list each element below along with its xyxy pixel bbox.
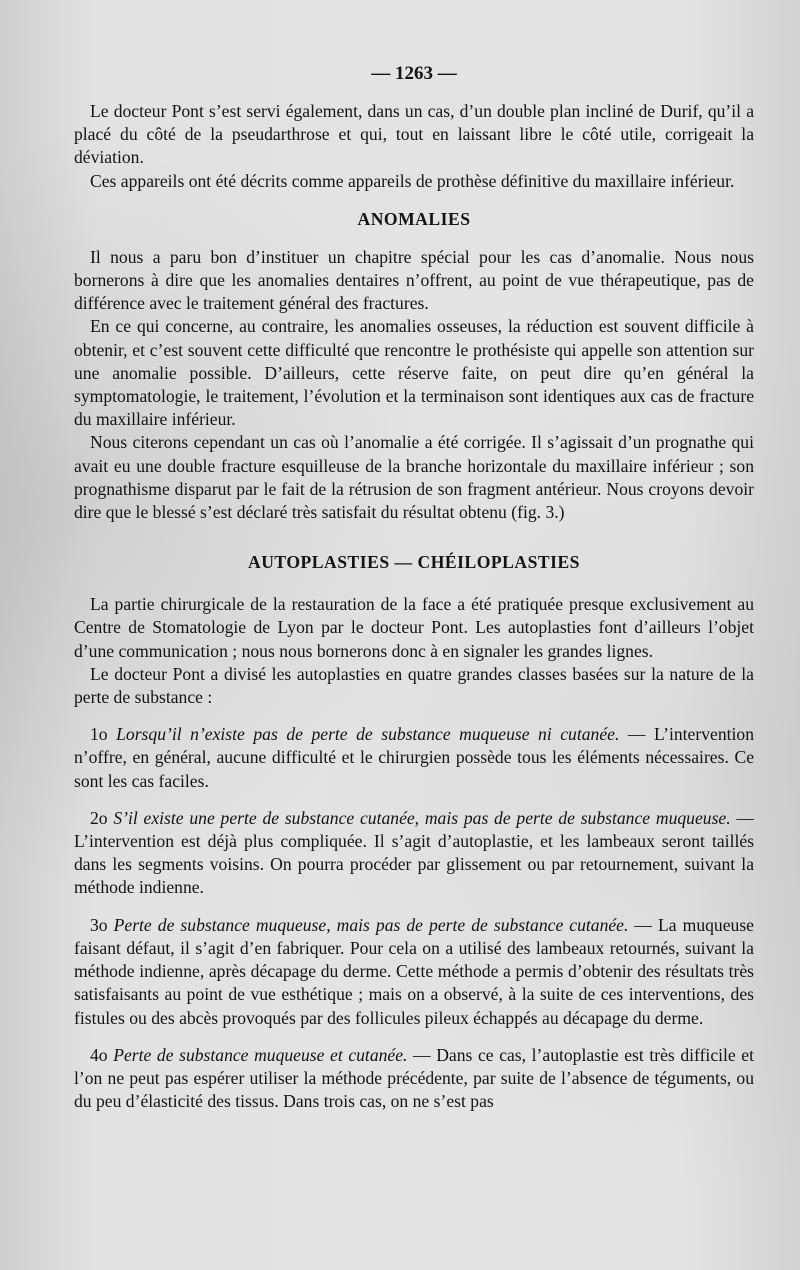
class-number: 4o (90, 1044, 108, 1065)
class-number: 3o (90, 914, 108, 935)
page-number: — 1263 — (371, 63, 457, 84)
class-body: — L’intervention n’offre, en général, aucune difficulté et le chirurgien possède tous les éléments nécessaires. Ce sont les cas faciles. (74, 724, 754, 791)
class-item-3 (74, 914, 754, 1030)
class-body: — Dans ce cas, l’autoplastie est très difficile et l’on ne peut pas espérer utiliser la méthode précédente, par suite de l’absence de téguments, ou du peu d’élasticité des tissus. Dans trois cas, on ne s’est pas (74, 1044, 755, 1112)
class-item-2 (74, 807, 754, 900)
class-item-1 (74, 723, 754, 793)
section-heading-anomalies: ANOMALIES (357, 208, 471, 229)
paragraph-appareils: Ces appareils ont été décrits comme appareils de prothèse définitive du maxillaire inférieur. (90, 170, 735, 191)
paragraph-autoplasties-classes: Le docteur Pont a divisé les autoplasties en quatre grandes classes basées sur la nature de la perte de substance : (74, 663, 754, 708)
paragraph-autoplasties-intro: La partie chirurgicale de la restauration de la face a été pratiquée presque exclusivement au Centre de Stomatologie de Lyon par le docteur Pont. Les autoplasties font d’ailleurs l’objet d’une communication ; nous nous bornerons donc à en signaler les grandes lignes. (74, 594, 754, 661)
class-number: 1o (90, 724, 108, 745)
class-title: S’il existe une perte de substance cutanée, mais pas de perte de substance muqueuse. (113, 807, 731, 828)
class-title: Perte de substance muqueuse, mais pas de perte de substance cutanée. (113, 914, 629, 935)
paragraph-anomalies-osseuses: En ce qui concerne, au contraire, les anomalies osseuses, la réduction est souvent difficile à obtenir, et c’est souvent cette difficulté que rencontre le prothésiste qui appelle son attention sur une anomalie possible. D’ailleurs, cette réserve faite, on peut dire qu’en général la symptomatologie, le traitement, l’évolution et la terminaison sont identiques aux cas de fracture du maxillaire inférieur. (74, 316, 754, 430)
class-number: 2o (90, 807, 108, 828)
class-title: Lorsqu’il n’existe pas de perte de substance muqueuse ni cutanée. (116, 724, 620, 745)
section-heading-autoplasties: AUTOPLASTIES — CHÉILOPLASTIES (248, 552, 580, 573)
paragraph-anomalies-cas: Nous citerons cependant un cas où l’anomalie a été corrigée. Il s’agissait d’un prognathe qui avait eu une double fracture esquilleuse de la branche horizontale du maxillaire inférieur ; son prognathisme disparut par le fait de la rétrusion de son fragment antérieur. Nous croyons devoir dire que le blessé s’est déclaré très satisfait du résultat obtenu (fig. 3.) (74, 432, 754, 523)
class-body: — L’intervention est déjà plus compliquée. Il s’agit d’autoplastie, et les lambeaux seront taillés dans les segments voisins. On pourra procéder par glissement ou par retournement, suivant la méthode indienne. (74, 807, 754, 898)
document-page (74, 58, 754, 1113)
class-body: — La muqueuse faisant défaut, il s’agit d’en fabriquer. Pour cela on a utilisé des lambeaux retournés, suivant la méthode indienne, après décapage du derme. Cette méthode a permis d’obtenir des résultats très satisfaisants au point de vue esthétique ; mais on a observé, à la suite de ces interventions, des fistules ou des abcès provoqués par des follicules pileux échappés au décapage du derme. (74, 914, 754, 1028)
class-item-4 (74, 1044, 754, 1114)
paragraph-double-plan: Le docteur Pont s’est servi également, dans un cas, d’un double plan incliné de Durif, qu’il a placé du côté de la pseudarthrose et qui, tout en laissant libre le côté utile, corrigeait la déviation. (74, 101, 754, 168)
paragraph-anomalies-intro: Il nous a paru bon d’instituer un chapitre spécial pour les cas d’anomalie. Nous nous bornerons à dire que les anomalies dentaires n’offrent, au point de vue thérapeutique, pas de différence avec le traitement général des fractures. (74, 246, 754, 314)
class-title: Perte de substance muqueuse et cutanée. (113, 1044, 408, 1065)
